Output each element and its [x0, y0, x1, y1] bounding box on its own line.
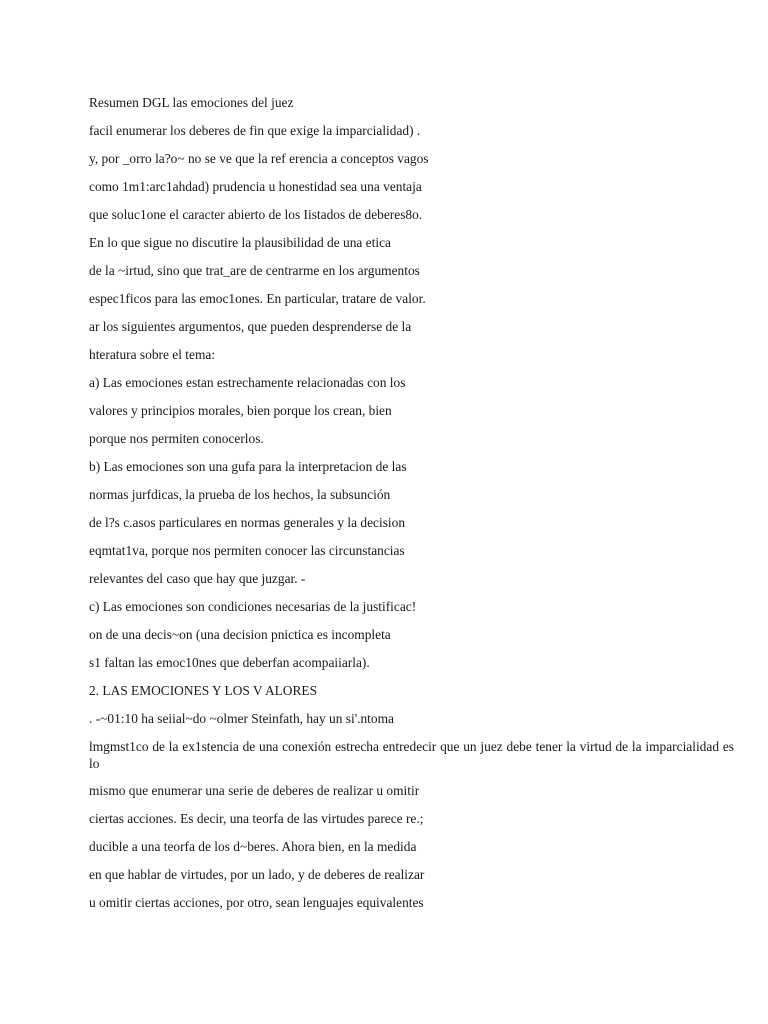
list-item-c: c) Las emociones son condiciones necesarias de la justificac! — [89, 599, 417, 614]
text-paragraph-wrapped: lmgmst1co de la ex1stencia de una conexión estrecha entredecir que un juez debe tener la virtud de la imparcialidad es lo — [89, 739, 734, 771]
text-line: normas jurfdicas, la prueba de los hechos, la subsunción — [89, 487, 391, 502]
list-item-a: a) Las emociones estan estrechamente relacionadas con los — [89, 375, 406, 390]
text-line: . -~01:10 ha seiial~do ~olmer Steinfath, hay un si'.ntoma — [89, 711, 394, 726]
text-line: ar los siguientes argumentos, que pueden desprenderse de la — [89, 319, 412, 334]
text-line: espec1ficos para las emoc1ones. En particular, tratare de valor. — [89, 291, 426, 306]
text-line: y, por _orro la?o~ no se ve que la ref erencia a conceptos vagos — [89, 151, 429, 166]
text-line: que soluc1one el caracter abierto de los Iistados de deberes8o. — [89, 207, 423, 222]
text-line: de la ~irtud, sino que trat_are de centrarme en los argumentos — [89, 263, 420, 278]
text-line: ciertas acciones. Es decir, una teorfa de las virtudes parece re.; — [89, 811, 424, 826]
text-line: eqmtat1va, porque nos permiten conocer las circunstancias — [89, 543, 405, 558]
text-line: mismo que enumerar una serie de deberes de realizar u omitir — [89, 783, 420, 798]
text-line: s1 faltan las emoc10nes que deberfan acompaiiarla). — [89, 655, 370, 670]
text-line: En lo que sigue no discutire la plausibilidad de una etica — [89, 235, 391, 250]
text-line: facil enumerar los deberes de fin que exige la imparcialidad) . — [89, 123, 421, 138]
section-heading: 2. LAS EMOCIONES Y LOS V ALORES — [89, 683, 318, 698]
text-line: de l?s c.asos particulares en normas generales y la decision — [89, 515, 406, 530]
text-line: valores y principios morales, bien porque los crean, bien — [89, 403, 392, 418]
text-line: relevantes del caso que hay que juzgar. - — [89, 571, 306, 586]
document-title: Resumen DGL las emociones del juez — [89, 95, 294, 110]
list-item-b: b) Las emociones son una gufa para la interpretacion de las — [89, 459, 407, 474]
text-line: on de una decis~on (una decision pnictica es incompleta — [89, 627, 391, 642]
text-line: ducible a una teorfa de los d~beres. Ahora bien, en la medida — [89, 839, 417, 854]
text-line: u omitir ciertas acciones, por otro, sean lenguajes equivalentes — [89, 895, 424, 910]
text-line: en que hablar de virtudes, por un lado, y de deberes de realizar — [89, 867, 425, 882]
text-line: hteratura sobre el tema: — [89, 347, 216, 362]
text-line: porque nos permiten conocerlos. — [89, 431, 264, 446]
text-line: como 1m1:arc1ahdad) prudencia u honestidad sea una ventaja — [89, 179, 422, 194]
